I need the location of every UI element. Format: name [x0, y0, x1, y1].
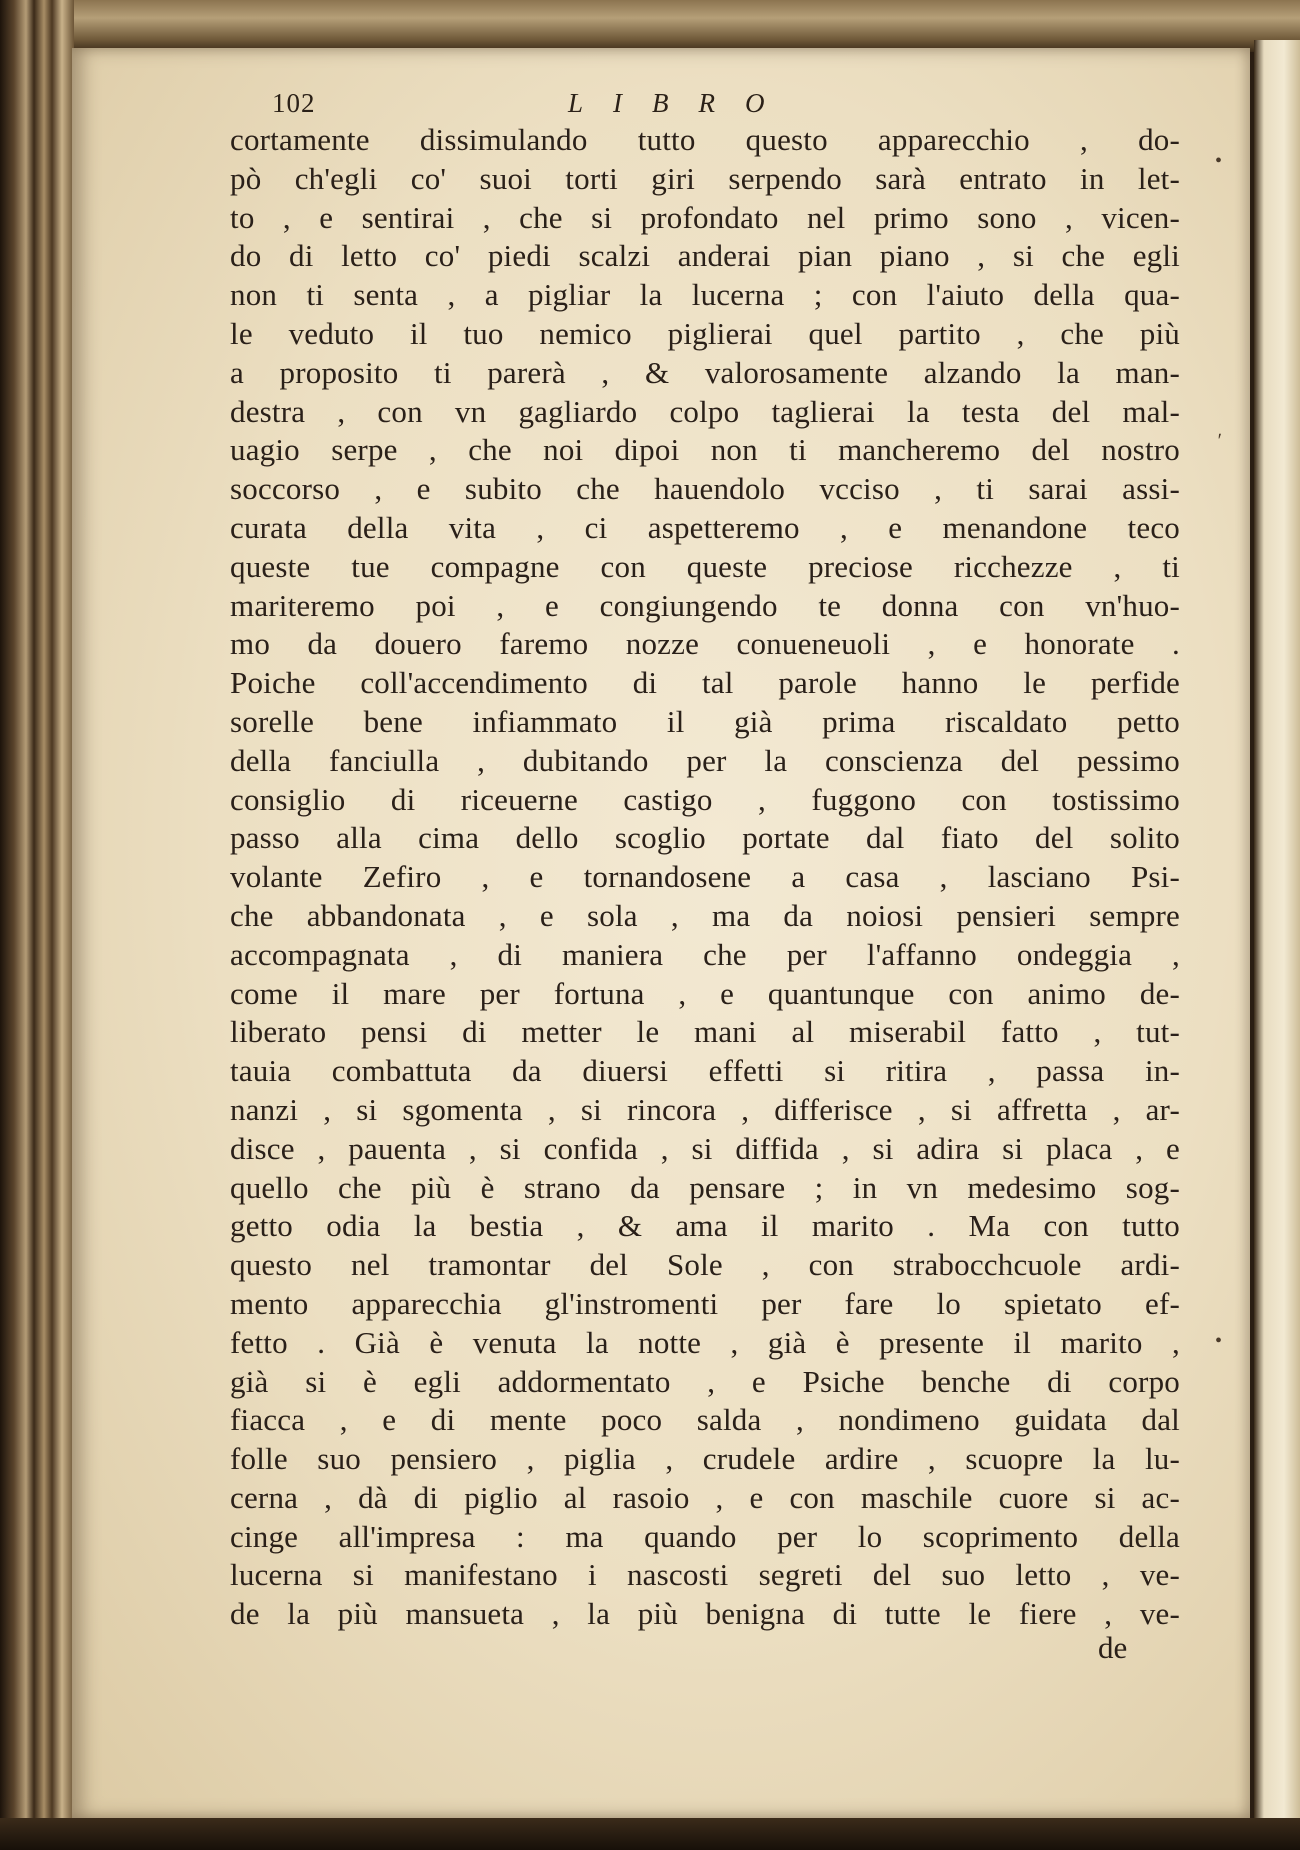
text-line: folle suo pensiero , piglia , crudele ardire , scuopre la lu- [230, 1441, 1180, 1477]
text-line: le veduto il tuo nemico piglierai quel partito , che più [230, 315, 1180, 351]
text-line: fiacca , e di mente poco salda , nondimeno guidata dal [230, 1402, 1180, 1438]
text-line: liberato pensi di metter le mani al miserabil fatto , tut- [230, 1014, 1180, 1050]
text-line: destra , con vn gagliardo colpo taglierai la testa del mal- [230, 393, 1180, 429]
running-head: LIBRO [568, 88, 795, 118]
text-line: non ti senta , a pigliar la lucerna ; con l'aiuto della qua- [230, 277, 1180, 313]
text-line: queste tue compagne con queste preciose ricchezze , ti [230, 548, 1180, 584]
text-line: come il mare per fortuna , e quantunque con animo de- [230, 975, 1180, 1011]
text-line: della fanciulla , dubitando per la conscienza del pessimo [230, 742, 1180, 778]
text-line: nanzi , si sgomenta , si rincora , differisce , si affretta , ar- [230, 1091, 1180, 1127]
text-line: tauia combattuta da diuersi effetti si ritira , passa in- [230, 1053, 1180, 1089]
book-top-edge [0, 0, 1300, 52]
text-line: do di letto co' piedi scalzi anderai pian piano , si che egli [230, 238, 1180, 274]
catchword: de [1098, 1630, 1128, 1665]
text-line: cortamente dissimulando tutto questo apparecchio , do- [230, 122, 1180, 157]
text-line: disce , pauenta , si confida , si diffida , si adira si placa , e [230, 1130, 1180, 1166]
margin-mark: ʹ [1217, 430, 1222, 452]
text-line: mo da douero faremo nozze conueneuoli , e honorate . [230, 626, 1180, 662]
text-line: getto odia la bestia , & ama il marito . Ma con tutto [230, 1208, 1180, 1244]
text-line: accompagnata , di maniera che per l'affanno ondeggia , [230, 936, 1180, 972]
text-line: mento apparecchia gl'instromenti per fare lo spietato ef- [230, 1285, 1180, 1321]
text-line: già si è egli addormentato , e Psiche benche di corpo [230, 1363, 1180, 1399]
text-line: sorelle bene infiammato il già prima riscaldato petto [230, 703, 1180, 739]
book-right-edge [1254, 40, 1300, 1850]
text-line: to , e sentirai , che si profondato nel primo sono , vicen- [230, 199, 1180, 235]
text-line: soccorso , e subito che hauendolo vcciso , ti sarai assi- [230, 471, 1180, 507]
margin-mark: • [1214, 150, 1222, 172]
text-line: passo alla cima dello scoglio portate dal fiato del solito [230, 820, 1180, 856]
text-line: che abbandonata , e sola , ma da noiosi pensieri sempre [230, 897, 1180, 933]
text-line: uagio serpe , che noi dipoi non ti mancheremo del nostro [230, 432, 1180, 468]
book-bottom-edge [0, 1818, 1300, 1850]
text-line: curata della vita , ci aspetteremo , e menandone teco [230, 509, 1180, 545]
margin-mark: • [1214, 1330, 1222, 1352]
text-line: lucerna si manifestano i nascosti segreti del suo letto , ve- [230, 1557, 1180, 1593]
text-line: consiglio di riceuerne castigo , fuggono con tostissimo [230, 781, 1180, 817]
text-line: questo nel tramontar del Sole , con strabocchcuole ardi- [230, 1247, 1180, 1283]
text-line: a proposito ti parerà , & valorosamente alzando la man- [230, 354, 1180, 390]
book-spine [0, 0, 74, 1850]
page-number: 102 [272, 88, 316, 118]
body-text [230, 121, 1180, 1634]
text-line: quello che più è strano da pensare ; in vn medesimo sog- [230, 1169, 1180, 1205]
text-line: volante Zefiro , e tornandosene a casa , lasciano Psi- [230, 859, 1180, 895]
text-line: pò ch'egli co' suoi torti giri serpendo sarà entrato in let- [230, 160, 1180, 196]
text-line: Poiche coll'accendimento di tal parole hanno le perfide [230, 665, 1180, 701]
text-line: mariteremo poi , e congiungendo te donna con vn'huo- [230, 587, 1180, 623]
text-line: cinge all'impresa : ma quando per lo scoprimento della [230, 1518, 1180, 1554]
text-line: de la più mansueta , la più benigna di tutte le fiere , ve- [230, 1596, 1180, 1632]
text-line: fetto . Già è venuta la notte , già è presente il marito , [230, 1324, 1180, 1360]
text-line: cerna , dà di piglio al rasoio , e con maschile cuore si ac- [230, 1479, 1180, 1515]
